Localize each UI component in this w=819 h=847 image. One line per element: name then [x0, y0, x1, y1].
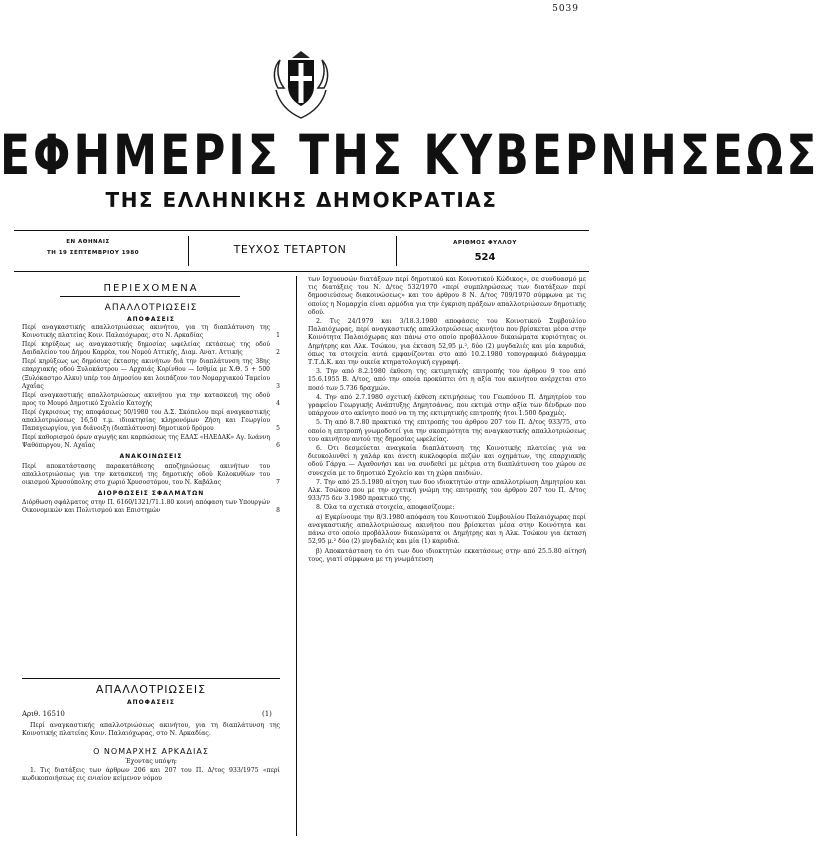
decision-ref-number: (1) [262, 710, 272, 718]
list-item[interactable]: Περί καθορισμού όρων αγωγής και καρπώσεως της ΕΔΑΣ «ΗΛΕΔΑΚ» Αγ. Ιωάννη Ψαθόπυργου, Ν. Αχαΐας 6 [22, 434, 280, 450]
sheet-number: 524 [474, 252, 496, 263]
subsection-corrections: ΔΙΟΡΘΩΣΕΙΣ ΣΦΑΛΜΑΤΩΝ [97, 489, 205, 497]
header-divider-left [188, 236, 189, 266]
issue-name: ΤΕΥΧΟΣ ΤΕΤΑΡΤΟΝ [233, 243, 347, 256]
paragraph: 6. Ότι δεσμεύεται αναγκαία διαπλάτυνση της Κοινοτικής πλατείας για να διευκολυνθεί η χαλάρ και άνετη κυκλοφορία πεζών και οχημάτων, της επαρχιακής οδού Γάργα — Αγαθονήσι και να συνδεθεί με μέτρια στη διαπλάτυνση του χώρου σε συνεχεία με το δημοτικό Σχολείο και τη χώρα παιδιών. [308, 445, 586, 477]
list-item[interactable]: Διόρθωση σφάλματος στην Π. 6160/1321/71.1.80 κοινή απόφαση των Υπουργών Οικονομικών και Πολιτισμού και Επιστημών 8 [22, 498, 280, 514]
list-item[interactable]: Περί αναγκαστικής απαλλοτριώσεως ακινήτου για την κατασκευή της οδού προς το Μουρό Δημοτικό Σχολείο Κατοχής 4 [22, 391, 280, 407]
header-rule-bottom [14, 271, 589, 272]
having-regard: Έχοντας υπόψη: [124, 758, 178, 765]
gazette-title: ΕΦΗΜΕΡΙΣ ΤΗΣ ΚΥΒΕΡΝΗΣΕΩΣ [0, 124, 819, 188]
header-rule-top [14, 230, 589, 231]
contents-rule [60, 296, 240, 297]
issue-date: ΤΗ 19 ΣΕΠΤΕΜΒΡΙΟΥ 1980 [46, 250, 140, 256]
decision-para-1: 1. Τις διατάξεις των άρθρων 206 και 207 του Π. Δ/τος 933/1975 «περί κωδικοποιήσεως εις ενιαίον κείμενον νόμου [22, 767, 280, 783]
subsection-decisions: ΑΠΟΦΑΣΕΙΣ [126, 316, 176, 323]
body-section-title: ΑΠΑΛΛΟΤΡΙΩΣΕΙΣ [95, 683, 207, 696]
paragraph: 5. Τη από 8.7.80 πρακτικό της επιτροπής του άρθρου 207 του Π. Δ/τος 933/75, στο οποίο η επιτροπή γνωμοδοτεί για την σκοπιμότητα της αναγκαστικής απαλλοτριώσεως του ακινήτου αυτού της δημοσίας ωφελείας. [308, 419, 586, 443]
sheet-label: ΑΡΙΘΜΟΣ ΦΥΛΛΟΥ [453, 240, 517, 246]
contents-list-decisions [22, 324, 280, 516]
section-expropriations: ΑΠΑΛΛΟΤΡΙΩΣΕΙΣ [104, 303, 198, 313]
list-item[interactable]: Περί έγκρισεως της αποφάσεως 50/1980 του Δ.Σ. Σκόπελου περί αναγκαστικής απαλλοτριώσεως 16,50 τ.μ. ιδιοκτησίας κληρονόμων Ζήση και Γεωργίου Παπαγεωργίου, για διάνοιξη (διαπλάτυνση) δημοτικού δρόμου 5 [22, 408, 280, 433]
coat-of-arms-icon [270, 48, 332, 122]
subsection-announcements: ΑΝΑΚΟΙΝΩΣΕΙΣ [119, 453, 183, 461]
place-label: ΕΝ ΑΘΗΝΑΙΣ [66, 239, 110, 245]
paragraph: α) Εγκρίνουμε την 8/3.1980 απόφαση του Κοινοτικού Συμβουλίου Παλαιόχωρας περί αναγκαστικής απαλλοτριώσεως ακινήτου που βρίσκεται μέσα στην Κοινότητα και πάνω στο οποίο προβάλλουν δικαιώματα οι Δημήτρης και η Αλκ. Τσώκου για έκταση 52,95 μ.² δύο (2) μυγδαλιές και μία (1) καρυδιά. [308, 513, 586, 546]
page-number: 5039 [552, 4, 579, 14]
decision-reference: Αριθ. 16510 [22, 710, 65, 718]
right-column-text [308, 276, 586, 565]
paragraph: 2. Τις 24/1979 και 3/18.3.1980 αποφάσεις του Κοινοτικού Συμβουλίου Παλαιόχωρας, περί αναγκαστικής απαλλοτριώσεως ακινήτου που βρίσκεται μέσα στην Κοινότητα Παλαιόχωρας και πάνω στο οποίο προβάλλουν δικαιώματα κυριότητας οι Δημήτρης και Αλκ. Τσώκου, για έκταση 52,95 μ.², δύο (2) μυγδαλιές και μία καρυδιά, όπως τα στοιχεία αυτά εμφανίζονται στο από 10.2.1980 τοπογραφικό διάγραμμα Τ.Τ.Δ.Κ. και την οικεία κτηματολογική εγγραφή. [308, 318, 586, 367]
paragraph: 4. Την από 2.7.1980 σχετική έκθεση εκτιμήσεως του Γεωπόνου Π. Δημητρίου του γραφείου Γεωργικής Ανάπτυξης Δημητσάνας, που εκτιμά στην αξία των δένδρων που υπάρχουν στο ακίνητο ποσό να τη της εκτιμητικής επιτροπής ήτοι 1.500 δραχμές. [308, 393, 586, 418]
paragraph: 3. Την από 8.2.1980 έκθεση της εκτιμητικής επιτροπής του άρθρου 9 του από 15.6.1955 Β. Δ/τος, από την οποία προκύπτει ότι η αξία του ακινήτου ανέρχεται στο ποσό των 5.736 δραχμών. [308, 368, 586, 392]
paragraph: β) Αποκατάσταση το ότι των δυο ιδιοκτητών εκκατάσεως στην από 25.5.80 αίτησή τους, γιατί σύμφωνα με τη γνωμάτευση [308, 547, 586, 563]
contents-title: ΠΕΡΙΕΧΟΜΕΝΑ [103, 283, 199, 294]
list-item[interactable]: Περί κηρύξεως ως δημόσιας έκτασης ακινήτων διά την διαπλάτυνση της 38ης επαρχιακής οδού Ξυλοκάστρου — Αρχαιάς Κορίνθου — Ισθμία με Χ.Θ. 5 + 500 (Ξυλόκαστρο Αλκυ) υπέρ του Δημοσίου και λοιπάζουν του Νομαρχιακού Ταμείου Αχαΐας 3 [22, 358, 280, 390]
column-divider [296, 276, 297, 836]
paragraph: των Ισχυουσών διατάξεων περί δημοτικού και Κοινοτικού Κώδικος», σε συνδυασμό με τις διατάξεις του Ν. Δ/τος 532/1970 «περί συμπληρώσεως των διατάξεων περί δημοσιεύσεως διακοινώσεως» και του άρθρου 8 Ν. Δ/τος 709/1970 σύμφωνα με τις οποίες η Νομαρχία είναι αρμόδια για την έγκριση πράξεων απαλλοτριώσεων δημοτικής οδού. [308, 276, 586, 316]
contents-end-rule [22, 678, 280, 679]
paragraph: 8. Όλα τα σχετικά στοιχεία, αποφασίζουμε: [316, 504, 455, 512]
header-divider-right [396, 236, 397, 266]
decision-intro: Περί αναγκαστικής απαλλοτριώσεως ακινήτου, για τη διαπλάτυνση της Κοινοτικής πλατείας Κοιν. Παλαιόχωρας, στο Ν. Αρκαδίας. [22, 722, 280, 738]
body-subsection: ΑΠΟΦΑΣΕΙΣ [126, 699, 176, 706]
list-item[interactable]: Περί αποκατάστασης παρακατάθεσης αποζημιώσεως ακινήτων του απαλλοτριώσεως για την κατασκευή της δημοτικής οδού Κολοκυθίων του οικισμού Χρυσούπολης στο χωριό Χρυσοστόμου, του Ν. Καβάλας 7 [22, 462, 280, 486]
gazette-subtitle: ΤΗΣ ΕΛΛΗΝΙΚΗΣ ΔΗΜΟΚΡΑΤΙΑΣ [105, 188, 498, 212]
authority-heading: Ο ΝΟΜΑΡΧΗΣ ΑΡΚΑΔΙΑΣ [93, 747, 209, 756]
paragraph: 7. Την από 25.5.1980 αίτηση των δυο ιδιοκτητών στην απαλλοτρίωση Δημητρίου και Αλκ. Τσώκου που με την σχετική γνώμη της επιτροπής του άρθρου 207 του Π. Δ/τος 933/75 δεν 3.1980 πρακτικό της. [308, 478, 586, 503]
list-item[interactable]: Περί αναγκαστικής απαλλοτριώσεως ακινήτου, για τη διαπλάτυνση της Κοινοτικής πλατείας Κοιν. Παλαιόχωρας, στο Ν. Αρκαδίας 1 [22, 324, 280, 340]
list-item[interactable]: Περί κηρύξεως ως αναγκαστικής δημοσίας ωφελείας εκτάσεως της οδού Δαιδαλείου του Δήμου Καρρέα, του Νομού Αττικής, Διαμ. Ανατ. Αττικής 2 [22, 341, 280, 357]
